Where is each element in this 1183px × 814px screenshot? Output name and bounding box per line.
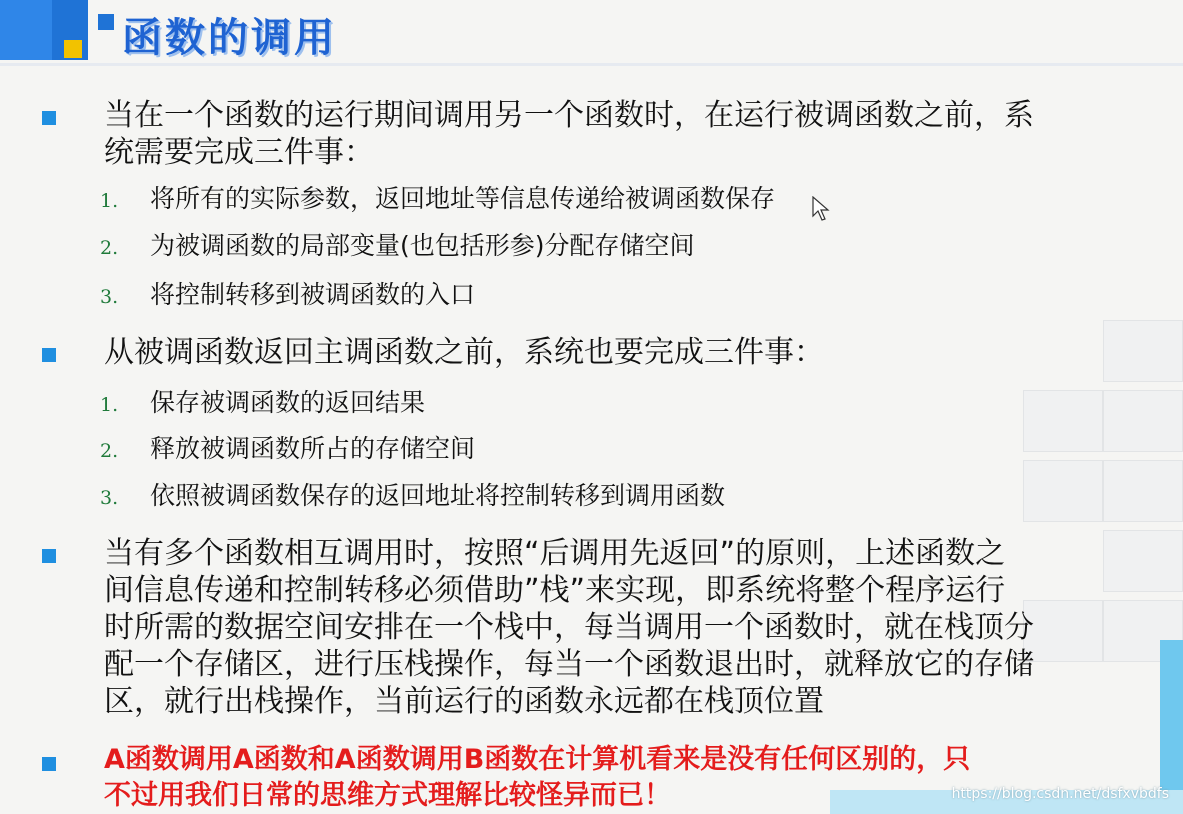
list-item: 保存被调函数的返回结果: [150, 388, 426, 417]
title-divider: [0, 63, 1183, 66]
bullet-marker: [42, 111, 56, 125]
list-item: 将控制转移到被调函数的入口: [150, 280, 476, 309]
list-item: 为被调函数的局部变量(也包括形参)分配存储空间: [150, 231, 695, 260]
section-1-line-1: 当在一个函数的运行期间调用另一个函数时，在运行被调函数之前，系: [104, 98, 1034, 133]
watermark: https://blog.csdn.net/dsfxvbdfs: [951, 786, 1169, 802]
title-accent-square: [64, 40, 82, 58]
list-number: 3.: [100, 286, 119, 308]
list-number: 3.: [100, 487, 119, 509]
list-number: 2.: [100, 440, 119, 462]
list-number: 1.: [100, 190, 119, 212]
bullet-marker: [42, 757, 56, 771]
list-number: 2.: [100, 237, 119, 259]
bullet-marker: [42, 348, 56, 362]
section-3-line-5: 区，就行出栈操作，当前运行的函数永远都在栈顶位置: [104, 684, 824, 719]
mouse-cursor-icon: [812, 196, 830, 222]
slide-title: 函数的调用: [122, 15, 337, 61]
section-3-line-1: 当有多个函数相互调用时，按照“后调用先返回”的原则，上述函数之: [104, 536, 1006, 571]
section-4-line-1: A函数调用A函数和A函数调用B函数在计算机看来是没有任何区别的，只: [104, 744, 971, 775]
list-item: 将所有的实际参数，返回地址等信息传递给被调函数保存: [150, 184, 776, 213]
title-accent-bar-light: [0, 0, 52, 60]
list-number: 1.: [100, 394, 119, 416]
list-item: 依照被调函数保存的返回地址将控制转移到调用函数: [150, 481, 726, 510]
bullet-marker: [42, 549, 56, 563]
title-accent-square-blue: [98, 14, 114, 30]
section-1-line-2: 统需要完成三件事：: [104, 135, 374, 170]
section-2-line-1: 从被调函数返回主调函数之前，系统也要完成三件事：: [104, 335, 824, 370]
list-item: 释放被调函数所占的存储空间: [150, 434, 476, 463]
section-4-line-2: 不过用我们日常的思维方式理解比较怪异而已！: [104, 780, 671, 811]
decorative-grid: [993, 250, 1183, 814]
section-3-line-4: 配一个存储区，进行压栈操作，每当一个函数退出时，就释放它的存储: [104, 647, 1034, 682]
section-3-line-3: 时所需的数据空间安排在一个栈中，每当调用一个函数时，就在栈顶分: [104, 610, 1034, 645]
section-3-line-2: 间信息传递和控制转移必须借助”栈”来实现，即系统将整个程序运行: [104, 573, 1006, 608]
